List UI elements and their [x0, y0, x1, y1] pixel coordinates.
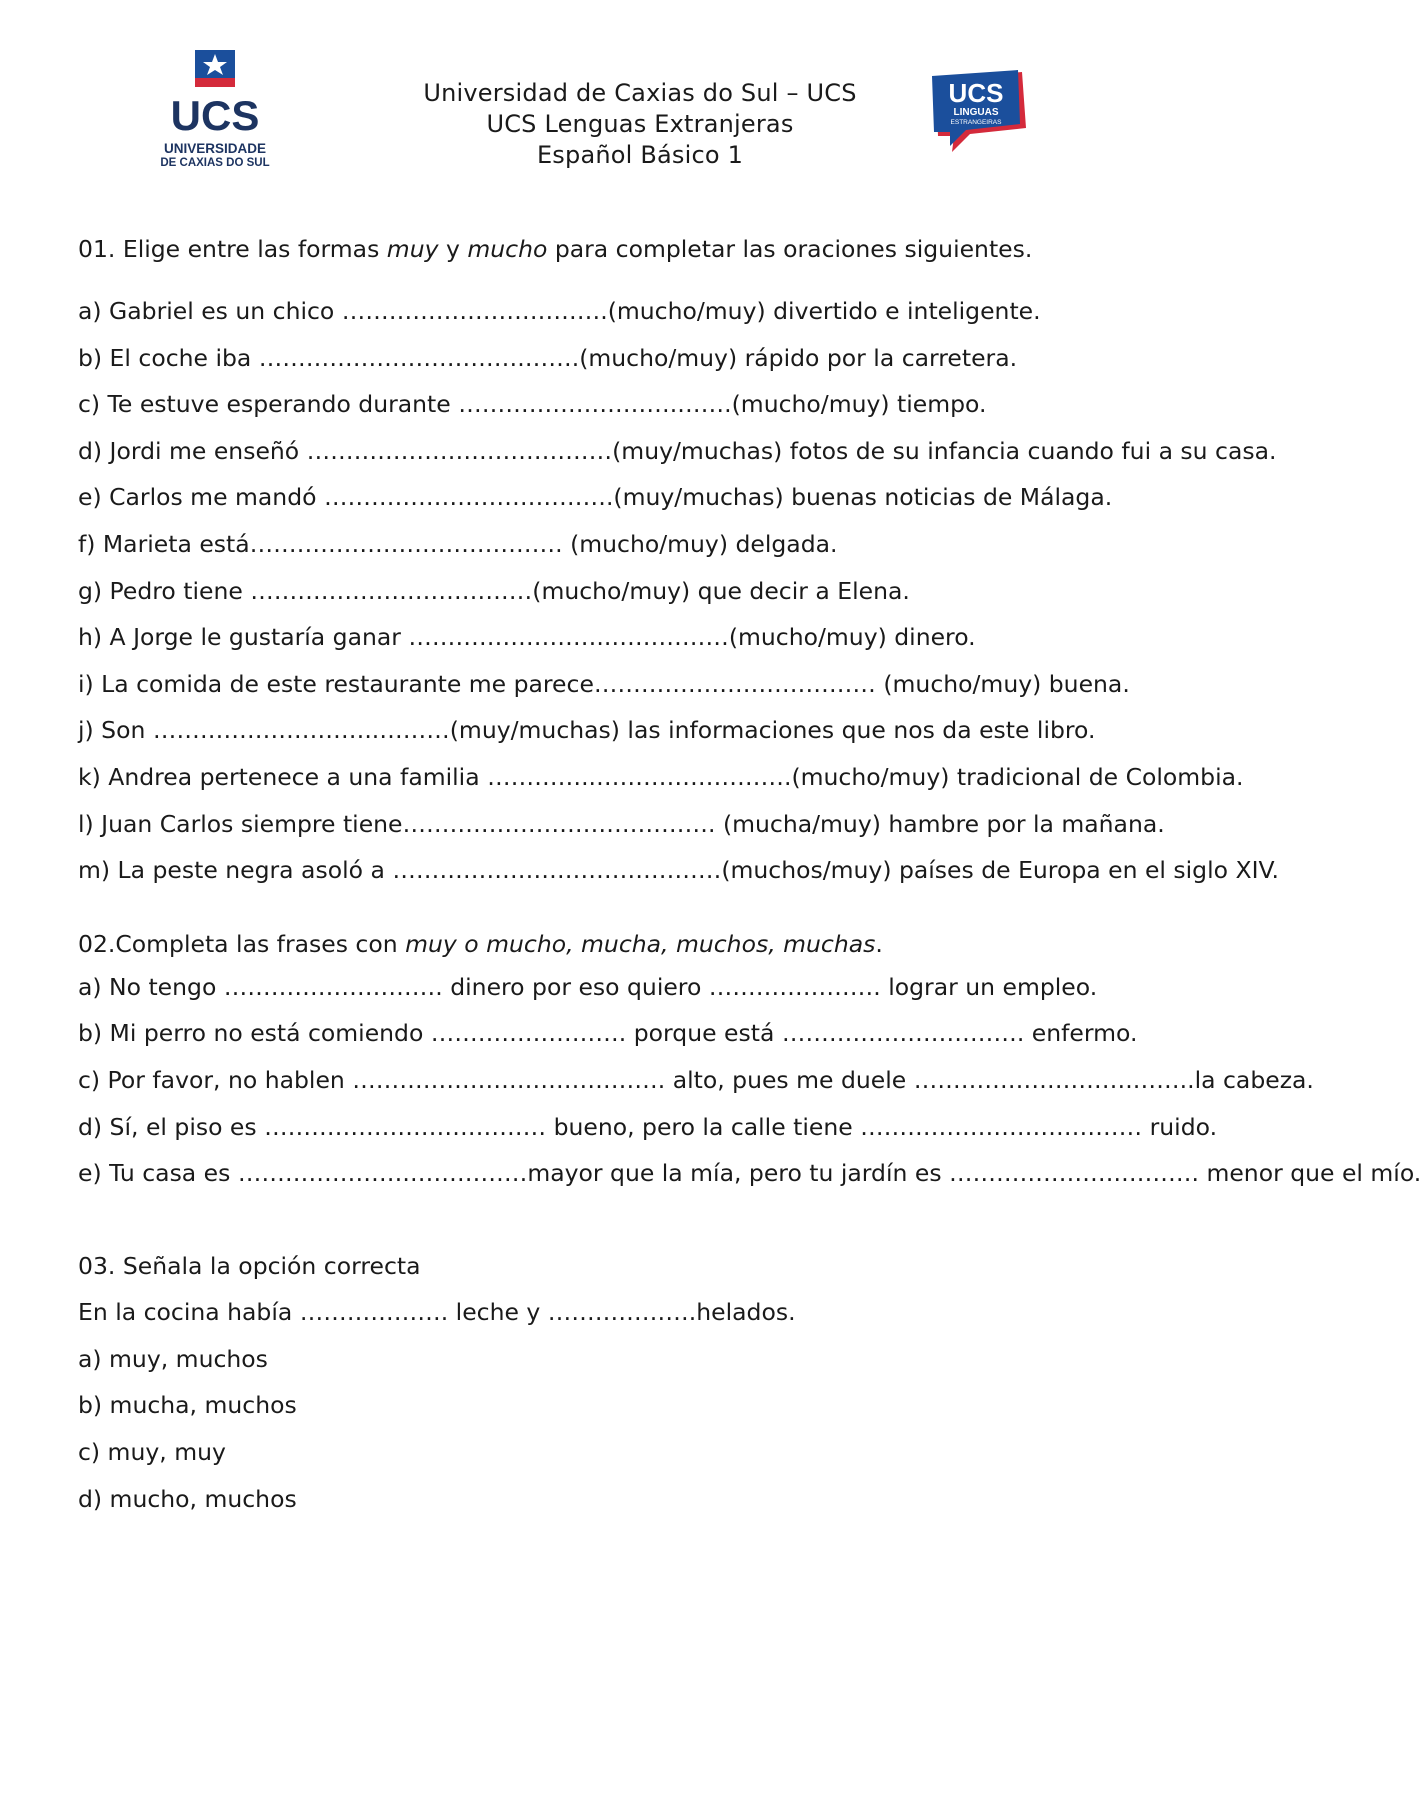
exercise-item: m) La peste negra asoló a ……………………………………(muchos/muy) países de Europa en el siglo XIV.: [78, 856, 1280, 885]
exercise-item: e) Carlos me mandó ……………………………….(muy/muchas) buenas noticias de Málaga.: [78, 483, 1113, 512]
exercise-item: g) Pedro tiene ………………………………(mucho/muy) que decir a Elena.: [78, 576, 910, 605]
header-university: Universidad de Caxias do Sul – UCS: [423, 79, 857, 107]
answer-option: b) mucha, muchos: [78, 1391, 297, 1420]
exercise-item: b) Mi perro no está comiendo ……………………. porque está …………………………. enfermo.: [78, 1019, 1138, 1048]
exercise-item: e) Tu casa es ………………….……………mayor que la mía, pero tu jardín es ………………….………. menor que el mío.: [78, 1159, 1421, 1188]
section-1-title: 01. Elige entre las formas muy y mucho para completar las oraciones siguientes.: [78, 235, 1033, 263]
section-1-list: [78, 288, 1280, 894]
exercise-item: b) El coche iba …………………………….…….(mucho/muy) rápido por la carretera.: [78, 343, 1018, 372]
answer-option: c) muy, muy: [78, 1438, 226, 1467]
right-logo-sub1: LINGUAS: [953, 107, 999, 118]
exercise-item: a) Gabriel es un chico …………………………….(mucho/muy) divertido e inteligente.: [78, 297, 1041, 325]
exercise-item: d) Sí, el piso es ……………………………… bueno, pero la calle tiene ……………………………… ruido.: [78, 1112, 1218, 1141]
ucs-university-logo: [150, 50, 290, 180]
left-logo-name: UCS: [170, 92, 260, 139]
exercise-item: j) Son ………………………..………(muy/muchas) las informaciones que nos da este libro.: [78, 716, 1096, 745]
right-logo-sub2: ESTRANGEIRAS: [950, 119, 1002, 126]
exercise-item: a) No tengo ………………………. dinero por eso quiero …………………. lograr un empleo.: [78, 972, 1098, 1001]
section-3-prompt: En la cocina había ………………. leche y ……………….helados.: [78, 1298, 796, 1327]
right-logo-name: UCS: [948, 78, 1004, 108]
exercise-item: k) Andrea pertenece a una familia …………..…………………….(mucho/muy) tradicional de Colombia.: [78, 762, 1244, 791]
document-header: [380, 78, 900, 171]
exercise-item: l) Juan Carlos siempre tiene…………………………………. (mucha/muy) hambre por la mañana.: [78, 809, 1165, 838]
answer-option: a) muy, muchos: [78, 1344, 268, 1373]
exercise-item: f) Marieta está…………………………………. (mucho/muy) delgada.: [78, 529, 838, 558]
section-3-title: 03. Señala la opción correcta: [78, 1251, 421, 1280]
exercise-item: c) Te estuve esperando durante ……………………….…….(mucho/muy) tiempo.: [78, 390, 987, 419]
exercise-item: d) Jordi me enseñó …………………………………(muy/muchas) fotos de su infancia cuando fui a su casa.: [78, 436, 1277, 465]
answer-option: d) mucho, muchos: [78, 1484, 297, 1513]
worksheet-content: [78, 226, 1421, 1522]
left-logo-sub2: DE CAXIAS DO SUL: [160, 157, 270, 169]
exercise-item: c) Por favor, no hablen …………………………………. alto, pues me duele ……………………….……..la cabeza.: [78, 1065, 1314, 1094]
section-2-list: [78, 964, 1421, 1197]
header-program: UCS Lenguas Extranjeras: [486, 110, 794, 138]
exercise-item: i) La comida de este restaurante me parece……………………………… (mucho/muy) buena.: [78, 669, 1130, 698]
ucs-linguas-logo: [930, 70, 1030, 156]
section-3-options: [78, 1336, 1228, 1522]
section-2-title: 02.Completa las frases con muy o mucho, mucha, muchos, muchas.: [78, 929, 883, 958]
header-course: Español Básico 1: [536, 141, 744, 169]
exercise-item: h) A Jorge le gustaría ganar ……………………..……………(mucho/muy) dinero.: [78, 623, 976, 652]
left-logo-sub1: UNIVERSIDADE: [163, 141, 267, 156]
